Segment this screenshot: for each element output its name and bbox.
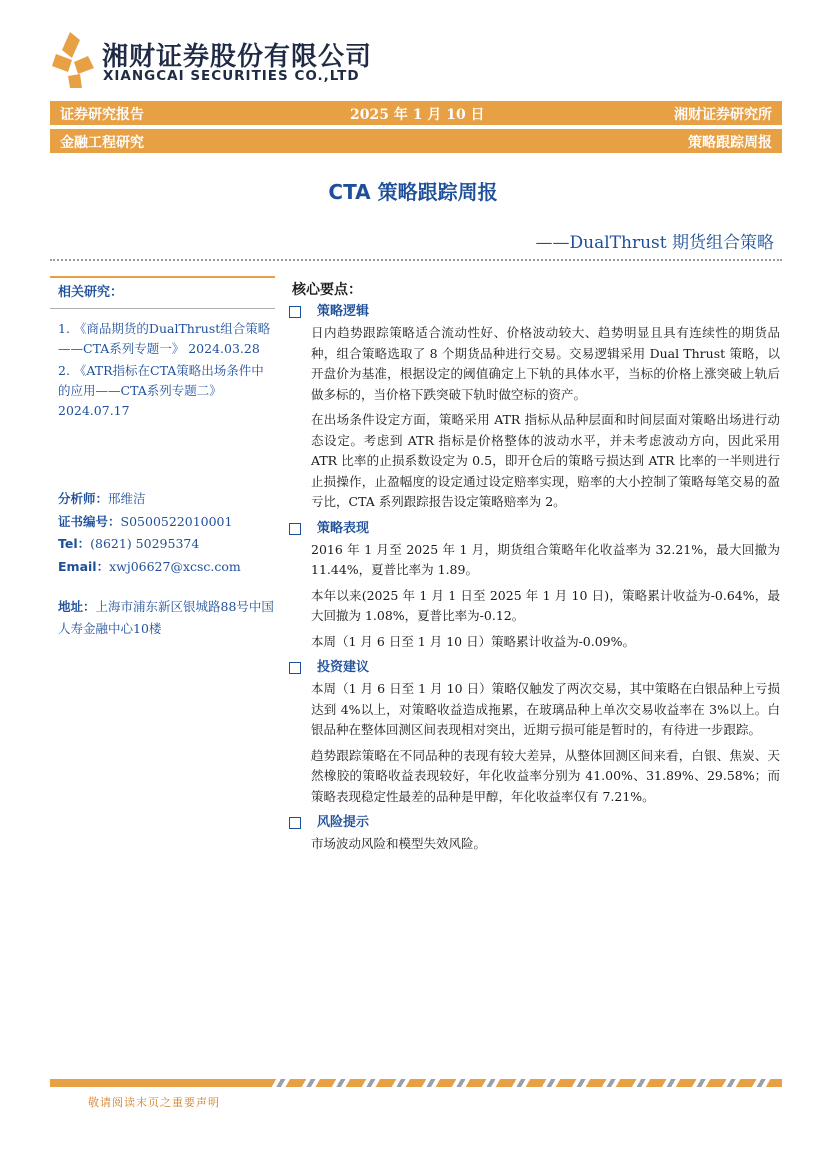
paragraph: 2016 年 1 月至 2025 年 1 月，期货组合策略年化收益率为 32.21%，最大回撤为 11.44%，夏普比率为 1.89。 (311, 541, 780, 577)
related-research-heading: 相关研究： (58, 285, 124, 300)
footer-disclaimer: 敬请阅读末页之重要声明 (88, 1096, 220, 1109)
section-heading: 风险提示 (289, 812, 780, 834)
section-heading: 策略表现 (289, 518, 780, 540)
page-subtitle: ——DualThrust 期货组合策略 (535, 233, 774, 253)
related-research-item[interactable]: 1. 《商品期货的DualThrust组合策略——CTA系列专题一》 2024.03.28 (58, 321, 271, 356)
analyst-name: 邢维洁 (108, 491, 146, 506)
address-info (58, 596, 278, 640)
related-research-item[interactable]: 2. 《ATR指标在CTA策略出场条件中的应用——CTA系列专题二》 2024.07.17 (58, 363, 264, 418)
cert-label: 证书编号： (58, 513, 121, 529)
sidebar (50, 276, 275, 423)
research-title: 《商品期货的DualThrust组合策略——CTA系列专题一》 (58, 321, 271, 356)
research-title: 《ATR指标在CTA策略出场条件中的应用——CTA系列专题二》 (58, 363, 264, 398)
header-band-1 (50, 101, 782, 125)
tel-label: Tel： (58, 536, 91, 551)
research-date: 2024.03.28 (188, 341, 260, 356)
paragraph: 本年以来(2025 年 1 月 1 日至 2025 年 1 月 10 日)，策略累计收益为-0.64%，最大回撤为 1.08%，夏普比率为-0.12。 (311, 587, 780, 623)
checkbox-bullet-icon (289, 306, 301, 318)
company-name-en: XIANGCAI SECURITIES CO.,LTD (103, 68, 360, 84)
section-heading: 策略逻辑 (289, 301, 780, 323)
research-category: 金融工程研究 (60, 135, 144, 151)
xiangcai-logo-icon (50, 30, 98, 90)
paragraph: 在出场条件设定方面，策略采用 ATR 指标从品种层面和时间层面对策略出场进行动态设定。考虑到 ATR 指标是价格整体的波动水平，并未考虑波动方向，因此采用 ATR 比率的止损系数设定为 0.5，即开仓后的策略亏损达到 ATR 比率的一半则进行止损操作，止盈幅度的设定通过设定赔率实现，赔率的大小控制了策略每笔交易的盈亏比，CTA 系列跟踪报告设定策略赔率为 2。 (311, 412, 780, 509)
checkbox-bullet-icon (289, 523, 301, 535)
research-date: 2024.07.17 (58, 403, 130, 418)
checkbox-bullet-icon (289, 662, 301, 674)
institute-name: 湘财证券研究所 (674, 107, 772, 123)
page-title: CTA 策略跟踪周报 (328, 180, 498, 204)
paragraph: 市场波动风险和模型失效风险。 (311, 836, 487, 851)
footer-stripe (50, 1079, 782, 1087)
email-label: Email： (58, 558, 110, 574)
address-label: 地址： (58, 599, 96, 614)
section-heading: 投资建议 (289, 657, 780, 679)
report-date: 2025 年 1 月 10 日 (350, 107, 485, 123)
report-type: 证券研究报告 (60, 107, 144, 123)
key-points-heading: 核心要点： (292, 282, 362, 298)
paragraph: 本周（1 月 6 日至 1 月 10 日）策略累计收益为-0.09%。 (311, 633, 636, 649)
analyst-info (58, 488, 278, 578)
cert-number: S0500522010001 (120, 513, 233, 529)
company-name-cn: 湘财证券股份有限公司 (102, 42, 373, 72)
related-research-list (50, 309, 275, 421)
address-text: 上海市浦东新区银城路88号中国人寿金融中心10楼 (58, 599, 274, 636)
tel-number: (8621) 50295374 (90, 536, 200, 551)
paragraph: 趋势跟踪策略在不同品种的表现有较大差异，从整体回测区间来看，白银、焦炭、天然橡胶的策略收益表现较好，年化收益率分别为 41.00%、31.89%、29.58%；而策略表现稳定性最差的品种是甲醇，年化收益率仅有 7.21%。 (311, 747, 780, 804)
report-series: 策略跟踪周报 (688, 135, 772, 151)
title-divider (50, 259, 782, 261)
key-points (289, 279, 780, 860)
paragraph: 本周（1 月 6 日至 1 月 10 日）策略仅触发了两次交易，其中策略在白银品种上亏损达到 4%以上，对策略收益造成拖累，在玻璃品种上单次交易收益率在 3%以上。白银品种在整体回测区间表现相对突出，近期亏损可能是暂时的，有待进一步跟踪。 (311, 681, 780, 737)
company-logo (50, 30, 410, 90)
checkbox-bullet-icon (289, 817, 301, 829)
paragraph: 日内趋势跟踪策略适合流动性好、价格波动较大、趋势明显且具有连续性的期货品种，组合策略选取了 8 个期货品种进行交易。交易逻辑采用 Dual Thrust 策略，以开盘价为基准，根据设定的阈值确定上下轨的具体水平，当标的价格上涨突破上轨后做多标的，当价格下跌突破下轨时做空标的资产。 (311, 325, 780, 402)
header-band-2 (50, 129, 782, 153)
email-address[interactable]: xwj06627@xcsc.com (109, 558, 241, 574)
analyst-label: 分析师： (58, 491, 109, 506)
